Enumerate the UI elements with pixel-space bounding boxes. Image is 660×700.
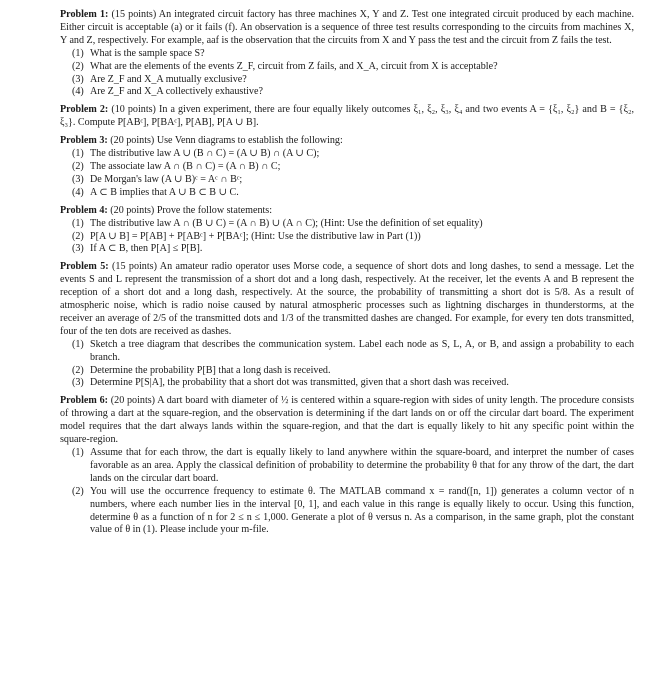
problem-5: [60, 261, 634, 390]
problem-part: [72, 231, 634, 244]
problem-intro: (10 points) In a given experiment, there are four equally likely outcomes ξ₁, ξ₂, ξ₃, ξ₄ and two events A = {ξ₁, ξ₂} and B = {ξ₂, ξ₃}. Compute P[ABᶜ], P[BAᶜ], P[AB], P[A ∪ B].: [60, 104, 635, 129]
problem-statement: [60, 395, 634, 447]
problem-part: [72, 243, 634, 256]
part-number: (1): [72, 47, 84, 59]
problem-statement: [60, 135, 634, 148]
part-text: What is the sample space S?: [90, 47, 205, 59]
problem-4: [60, 205, 634, 257]
part-text: The associate law A ∩ (B ∩ C) = (A ∩ B) ∩ C;: [90, 160, 281, 172]
part-number: (3): [72, 243, 84, 255]
problem-intro: (20 points) A dart board with diameter of ½ is centered within a square-region with sides of unity length. The procedure consists of throwing a dart at the square-region, and the observation is determining if the dart lands on or off the circular dart board. The experiment model requires that the dart always lands within the square-region, and that the dart is equally likely to hit any specific point within the square-region.: [60, 395, 635, 446]
problem-part: [72, 148, 634, 161]
problem-part: [72, 174, 634, 187]
problem-statement: [60, 104, 634, 130]
part-text: P[A ∪ B] = P[AB] + P[ABᶜ] + P[BAᶜ]; (Hint: Use the distributive law in Part (1)): [90, 230, 421, 242]
part-number: (4): [72, 186, 84, 198]
part-number: (3): [72, 377, 84, 389]
part-number: (3): [72, 173, 84, 185]
part-number: (2): [72, 485, 84, 497]
part-text: Assume that for each throw, the dart is equally likely to land anywhere within the square-board, and interpret the number of cases favorable as an area. Apply the classical definition of probability to determine the probability θ that for any throw of the dart, the dart lands on the circular dart board.: [90, 447, 634, 484]
part-text: If A ⊂ B, then P[A] ≤ P[B].: [90, 243, 203, 255]
problem-part: [72, 86, 634, 99]
problem-part: [72, 218, 634, 231]
problem-3: [60, 135, 634, 200]
problem-parts: [60, 48, 634, 100]
part-number: (1): [72, 148, 84, 160]
problem-intro: (15 points) An amateur radio operator uses Morse code, a sequence of short dots and long dashes, to send a message. Let the events S and L represent the transmission of a short dot and a long dash, respectively. At the receiver, let the events A and B represent the reception of a short dot and a long dash, respectively. At the source, the probability of transmitting a short dot is 5/8. As a result of atmospheric noise, which is radio noise caused by natural atmospheric processes such as lightning discharges in thunderstorms, at the receiver an average of 2/5 of the transmitted dots and 1/3 of the transmitted dashes are changed. For example, for every ten dots transmitted, four of the ten dots are received as dashes.: [60, 261, 634, 337]
part-number: (1): [72, 338, 84, 350]
problem-statement: [60, 261, 634, 338]
problem-parts: [60, 148, 634, 200]
problem-parts: [60, 339, 634, 391]
problem-statement: [60, 9, 634, 48]
problem-part: [72, 48, 634, 61]
part-text: The distributive law A ∪ (B ∩ C) = (A ∪ B) ∩ (A ∪ C);: [90, 148, 320, 160]
part-number: (1): [72, 447, 84, 458]
problem-part: [72, 74, 634, 87]
problem-part: [72, 365, 634, 378]
part-text: Sketch a tree diagram that describes the communication system. Label each node as S, L, A, or B, and assign a probability to each branch.: [90, 338, 634, 363]
problem-part: [72, 161, 634, 174]
part-text: Determine the probability P[B] that a long dash is received.: [90, 364, 331, 376]
part-number: (1): [72, 217, 84, 229]
problem-intro: (15 points) An integrated circuit factory has three machines X, Y and Z. Test one integrated circuit produced by each machine. Either circuit is acceptable (a) or it fails (f). An observation is a sequence of three test results corresponding to the circuits from machines X, Y and Z, respectively. For example, aaf is the observation that the circuits from X and Y pass the test and the circuit from Z fails the test.: [60, 9, 635, 46]
part-number: (2): [72, 230, 84, 242]
problem-part: [72, 377, 634, 390]
part-text: The distributive law A ∩ (B ∪ C) = (A ∩ B) ∪ (A ∩ C); (Hint: Use the definition of set equality): [90, 217, 483, 229]
part-text: What are the elements of the events Z_F, circuit from Z fails, and X_A, circuit from X is acceptable?: [90, 60, 498, 72]
problem-part: [72, 339, 634, 365]
problem-part: [72, 187, 634, 200]
problem-part: [72, 447, 634, 486]
part-text: Are Z_F and X_A mutually exclusive?: [90, 73, 247, 85]
problem-parts: [60, 447, 634, 537]
problem-title: Problem 2:: [60, 104, 109, 116]
problem-statement: [60, 205, 634, 218]
problem-part: [72, 486, 634, 538]
problem-intro: (20 points) Prove the follow statements:: [110, 204, 273, 216]
part-number: (4): [72, 86, 84, 98]
part-number: (2): [72, 364, 84, 376]
problem-parts: [60, 218, 634, 257]
part-number: (2): [72, 160, 84, 172]
problem-title: Problem 5:: [60, 261, 109, 273]
problem-1: [60, 9, 634, 99]
part-text: De Morgan's law (A ∪ B)ᶜ = Aᶜ ∩ Bᶜ;: [90, 173, 243, 185]
problem-part: [72, 61, 634, 74]
part-number: (2): [72, 60, 84, 72]
problem-2: [60, 104, 634, 130]
problem-title: Problem 6:: [60, 395, 108, 407]
problem-title: Problem 4:: [60, 204, 108, 216]
part-text: You will use the occurrence frequency to estimate θ. The MATLAB command x = rand([n, 1]) generates a column vector of n numbers, where each number lies in the interval [0, 1], and each value in this range is equally likely to occur. Using this function, determine θ as a function of n for 2 ≤ n ≤ 1,000. Generate a plot of θ versus n. As a comparison, in the same graph, plot the constant value of θ in (1). Please include your m-file.: [90, 485, 634, 536]
problem-intro: (20 points) Use Venn diagrams to establish the following:: [110, 135, 343, 147]
problem-title: Problem 3:: [60, 135, 108, 147]
part-number: (3): [72, 73, 84, 85]
part-text: Determine P[S|A], the probability that a short dot was transmitted, given that a short dash was received.: [90, 377, 509, 389]
problem-title: Problem 1:: [60, 9, 109, 20]
part-text: Are Z_F and X_A collectively exhaustive?: [90, 86, 263, 98]
problem-6: [60, 395, 634, 537]
part-text: A ⊂ B implies that A ∪ B ⊂ B ∪ C.: [90, 186, 239, 198]
